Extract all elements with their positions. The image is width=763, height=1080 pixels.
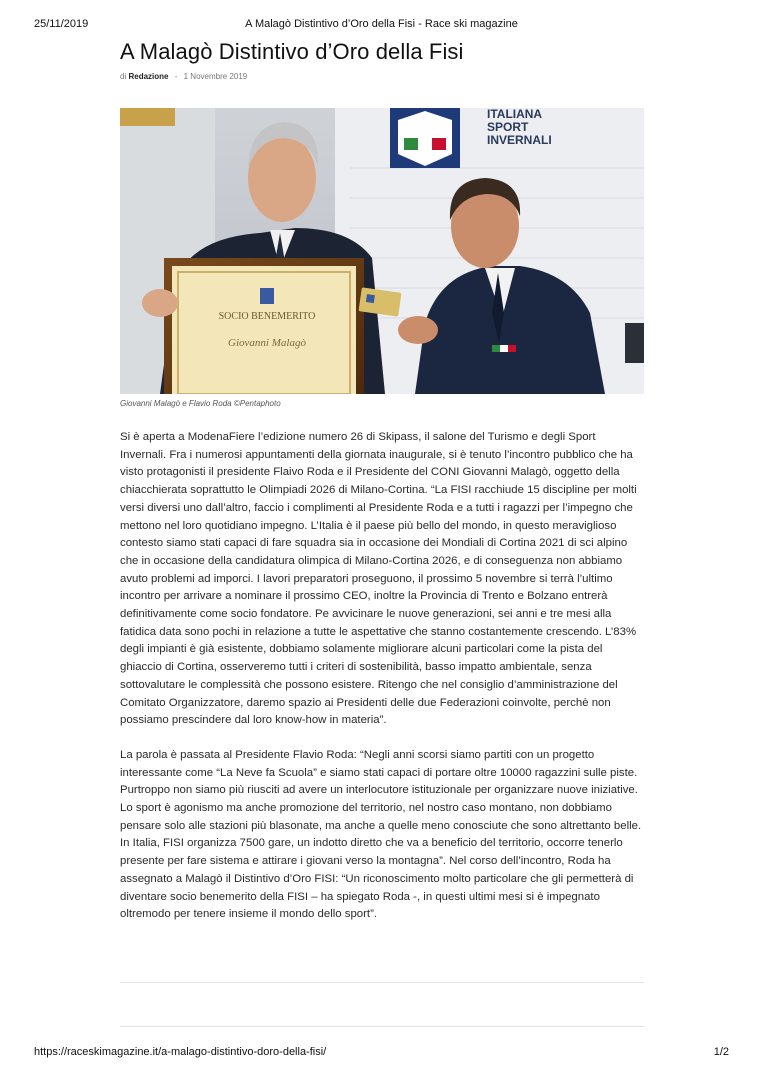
certificate-heading: SOCIO BENEMERITO [218, 311, 316, 322]
divider [120, 1026, 644, 1027]
byline-prefix: di [120, 72, 127, 81]
certificate-name: Giovanni Malagò [228, 337, 306, 349]
article-photo [120, 108, 644, 394]
article-paragraph: La parola è passata al Presidente Flavio Roda: “Negli anni scorsi siamo partiti con un progetto interessante come “La Neve fa Scuola” e siamo stati capaci di portare oltre 10000 ragazzini sulle piste. Purtroppo non siamo più riusciti ad avere un interlocutore istituzionale per organizzare nuove iniziative. Lo sport è agonismo ma anche promozione del territorio, nel nostro caso montano, non dobbiamo pensare solo alle stazioni più blasonate, ma anche a quelle meno conosciute che sono altrettanto belle. In Italia, FISI organizza 7500 gare, un indotto diretto che va a beneficio del territorio, occorre tenerlo presente per fare sistema e attirare i giovani verso la montagna”. Nel corso dell’incontro, Roda ha assegnato a Malagò il Distintivo d’Oro FISI: “Un riconoscimento molto particolare che gli permetterà di diventare socio benemerito della FISI – ha spiegato Roda -, in questi ultimi mesi si è impegnato oltremodo per tenere insieme il mondo dello sport”. [120, 748, 642, 921]
article-body [120, 429, 644, 924]
article [120, 38, 644, 941]
banner-line-3: INVERNALI [487, 133, 552, 147]
author-link[interactable]: Redazione [128, 72, 169, 81]
banner-line-2: SPORT [487, 120, 529, 134]
print-date: 25/11/2019 [34, 18, 89, 30]
article-headline: A Malagò Distintivo d’Oro della Fisi [120, 39, 464, 64]
article-paragraph: Si è aperta a ModenaFiere l’edizione numero 26 di Skipass, il salone del Turismo e degli Sport Invernali. Fra i numerosi appuntamenti della giornata inaugurale, si è tenuto l’incontro pubblico che ha visto protagonisti il presidente Flaivo Roda e il Presidente del CONI Giovanni Malagò, oggetto della chiacchierata soprattutto le Olimpiadi 2026 di Milano-Cortina. “La FISI racchiude 15 discipline per molti versi diversi uno dall’altro, faccio i complimenti al Presidente Roda e a tutti i ragazzi per l’impegno che mettono nel loro quotidiano impegno. L’Italia è il paese più bello del mondo, in questo meraviglioso contesto siamo stati capaci di fare squadra sia in occasione dei Mondiali di Cortina 2021 di sci alpino che in occasione della candidatura olimpica di Milano-Cortina 2026, e di conseguenza non abbiamo avuto problemi ad imporci. I lavori preparatori proseguono, il prossimo 5 novembre si terrà l’ultimo incontro per arrivare a nominare il prossimo CEO, inoltre la Provincia di Trento e Bolzano entrerà definitivamente come socio fondatore. Pe avvicinare le nuove generazioni, sei anni e tre mesi alla fatidica data sono pochi in relazione a tutte le aspettative che stanno costantemente crescendo. L’83% degli impianti è già esistente, dobbiamo solamente migliorare alcuni particolari come la pista del ghiaccio di Cortina, osserveremo tutti i criteri di sostenibilità, basso impatto ambientale, senza sottovalutare le complessità che possono esistere. Ritengo che nel consiglio d’amministrazione del Comitato Organizzatore, daremo spazio ai Presidenti delle due Federazioni coinvolte, perchè non possiamo prescindere dal loro know-how in materia”. [120, 431, 637, 727]
byline [120, 72, 644, 81]
divider [120, 982, 644, 983]
photo-illustration [120, 108, 644, 394]
byline-separator: - [174, 72, 178, 81]
print-url: https://raceskimagazine.it/a-malago-distintivo-doro-della-fisi/ [34, 1046, 327, 1058]
photo-caption: Giovanni Malagò e Flavio Roda ©Pentaphoto [120, 399, 281, 408]
banner-line-1: ITALIANA [487, 108, 543, 121]
print-header [34, 18, 729, 32]
publish-date: 1 Novembre 2019 [183, 72, 248, 81]
print-footer [34, 1046, 729, 1060]
print-page-title: A Malagò Distintivo d’Oro della Fisi - Race ski magazine [245, 18, 518, 30]
page-number: 1/2 [713, 1046, 729, 1058]
